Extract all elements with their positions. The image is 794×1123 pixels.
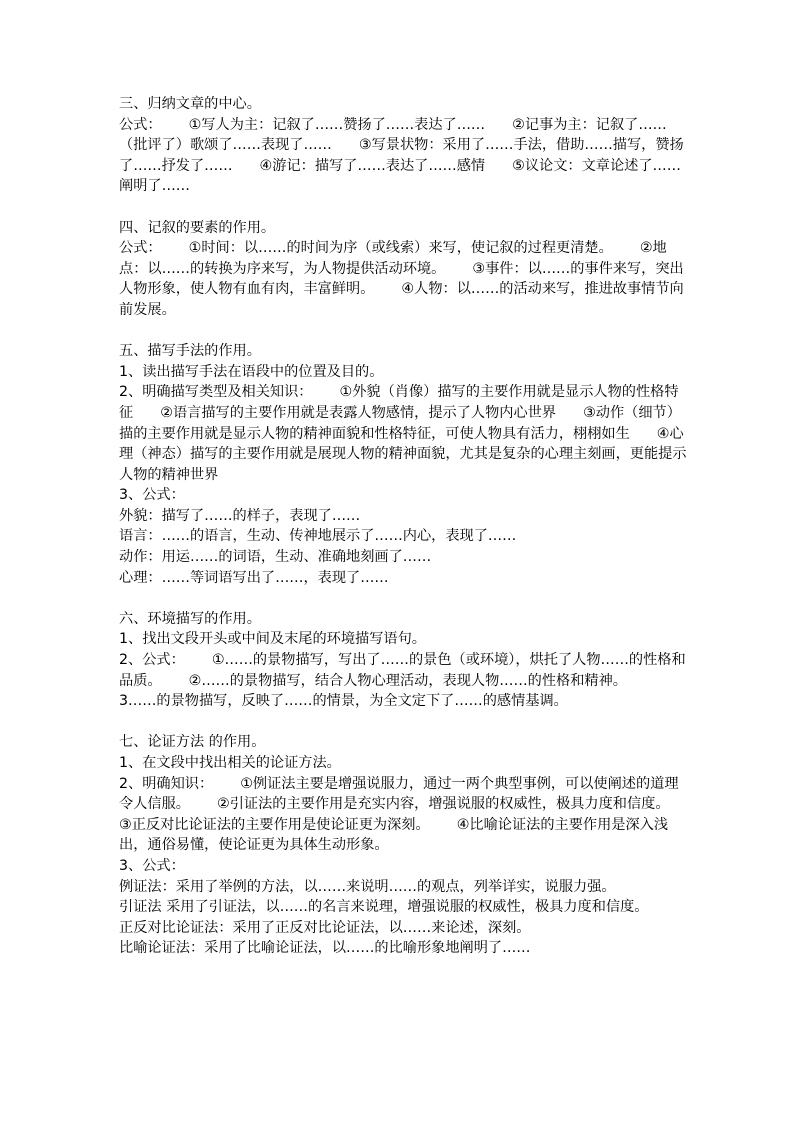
document-page bbox=[119, 94, 697, 959]
spacer bbox=[119, 321, 689, 342]
paragraph: 1、在文段中找出相关的论证方法。 bbox=[119, 755, 341, 771]
spacer bbox=[119, 588, 689, 609]
paragraph: 动作：用运……的词语，生动、准确地刻画了…… bbox=[119, 549, 432, 566]
section-summary bbox=[119, 94, 689, 197]
paragraph: 2、公式： ①……的景物描写，写出了……的景色（或环境），烘托了人物……的性格和品质。 ②……的景物描写，结合人物心理活动，表现人物……的性格和精神。 bbox=[119, 652, 686, 689]
section-heading: 四、记叙的要素的作用。 bbox=[119, 219, 276, 236]
paragraph: 1、找出文段开头或中间及末尾的环境描写语句。 bbox=[119, 631, 426, 648]
section-description-techniques bbox=[119, 341, 689, 588]
paragraph: 1、读出描写手法在语段中的位置及目的。 bbox=[119, 363, 384, 380]
paragraph: 公式： ①时间：以……的时间为序（或线索）来写，使记叙的过程更清楚。 ②地点：以……的转换为序来写，为人物提供活动环境。 ③事件：以……的事件来写，突出人物形象，使人物有血有肉，丰富鲜明。 ④人物：以……的活动来写，推进故事情节向前发展。 bbox=[119, 240, 684, 318]
paragraph: 2、明确描写类型及相关知识： ①外貌（肖像）描写的主要作用就是显示人物的性格特征 ②语言描写的主要作用就是表露人物感情，提示了人物内心世界 ③动作（细节）描的主要作用就是显示人物的精神面貌和性格特征，可使人物具有活力，栩栩如生 ④心理（神态）描写的主要作用就是展现人物的精神面貌，尤其是复杂的心理主刻画，更能提示人物的精神世界 bbox=[119, 384, 687, 483]
section-environment-description bbox=[119, 609, 689, 712]
section-heading: 五、描写手法的作用。 bbox=[119, 343, 261, 360]
paragraph: 引证法 采用了引证法，以……的名言来说理，增强说服的权威性，极具力度和信度。 bbox=[119, 899, 649, 916]
paragraph: 3、公式： bbox=[119, 857, 185, 874]
paragraph: 语言：……的语言，生动、传神地展示了……内心，表现了…… bbox=[119, 528, 517, 545]
paragraph: 3……的景物描写，反映了……的情景，为全文定下了……的感情基调。 bbox=[119, 693, 568, 710]
spacer bbox=[119, 197, 689, 218]
paragraph: 例证法：采用了举例的方法，以……来说明……的观点，列举详实，说服力强。 bbox=[119, 878, 616, 895]
paragraph: 心理：……等词语写出了……，表现了…… bbox=[119, 569, 389, 586]
section-narrative-elements bbox=[119, 218, 689, 321]
paragraph: 3、公式： bbox=[119, 487, 185, 504]
section-heading: 六、环境描写的作用。 bbox=[119, 610, 261, 627]
paragraph: 正反对比论证法：采用了正反对比论证法，以……来论述，深刻。 bbox=[119, 919, 531, 936]
section-heading: 七、论证方法 的作用。 bbox=[119, 734, 266, 751]
paragraph: 外貌：描写了……的样子，表现了…… bbox=[119, 507, 361, 524]
section-heading: 三、归纳文章的中心。 bbox=[119, 96, 261, 112]
paragraph: 比喻论证法：采用了比喻论证法，以……的比喻形象地阐明了…… bbox=[119, 940, 531, 957]
spacer bbox=[119, 712, 689, 733]
paragraph: 2、明确知识： ①例证法主要是增强说服力，通过一两个典型事例，可以使阐述的道理令人信服。 ②引证法的主要作用是充实内容，增强说服的权威性，极具力度和信度。 ③正反对比论证法的主要作用是使论证更为深刻。 ④比喻论证法的主要作用是深入浅出，通俗易懂，使论证更为具体生动形象。 bbox=[119, 775, 697, 854]
section-argument-methods bbox=[119, 732, 697, 959]
paragraph: 公式： ①写人为主：记叙了……赞扬了……表达了…… ②记事为主：记叙了……（批评了）歌颂了……表现了…… ③写景状物：采用了……手法，借助……描写，赞扬了……抒发了…… ④游记：描写了……表达了……感情 ⑤议论文：文章论述了……阐明了…… bbox=[119, 116, 684, 195]
